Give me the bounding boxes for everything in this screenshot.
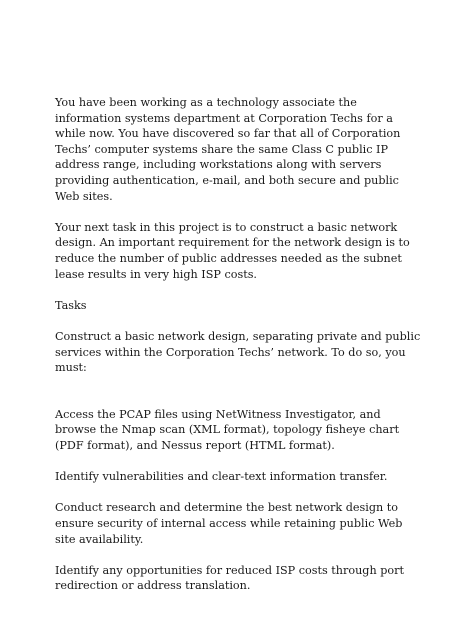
identify-vulnerabilities-paragraph	[55, 469, 405, 485]
text-line: reduce the number of public addresses needed as the subnet	[55, 251, 402, 265]
text-line: providing authentication, e-mail, and both secure and public	[55, 173, 399, 187]
text-line: You have been working as a technology associate the	[55, 96, 357, 109]
text-line: Conduct research and determine the best network design to	[55, 501, 398, 515]
text-line: (PDF format), and Nessus report (HTML format).	[55, 439, 335, 453]
intro-paragraph	[55, 95, 405, 204]
text-line: lease results in very high ISP costs.	[55, 267, 257, 281]
tasks-heading	[55, 298, 405, 314]
construct-paragraph	[55, 329, 421, 376]
text-line: Identify any opportunities for reduced ISP costs through port	[55, 563, 404, 577]
text-line: Access the PCAP files using NetWitness Investigator, and	[55, 407, 381, 421]
text-line: Identify vulnerabilities and clear-text information transfer.	[55, 470, 388, 484]
isp-costs-paragraph	[55, 563, 405, 594]
text-line: must:	[55, 361, 87, 375]
text-line: design. An important requirement for the network design is to	[55, 236, 410, 250]
research-paragraph	[55, 500, 405, 547]
text-line: while now. You have discovered so far that all of Corporation	[55, 127, 401, 141]
heading-line: Tasks	[55, 298, 87, 312]
text-line: redirection or address translation.	[55, 579, 251, 593]
text-line: services within the Corporation Techs’ network. To do so, you	[55, 345, 406, 359]
text-line: Your next task in this project is to construct a basic network	[55, 220, 398, 234]
text-line: Construct a basic network design, separating private and public	[55, 329, 421, 343]
text-line: address range, including workstations along with servers	[55, 158, 382, 172]
text-line: information systems department at Corporation Techs for a	[55, 111, 393, 125]
text-line: site availability.	[55, 532, 144, 546]
text-line: Web sites.	[55, 189, 113, 203]
task-paragraph	[55, 220, 410, 282]
text-line: Techs’ computer systems share the same Class C public IP	[55, 142, 388, 156]
document-body	[55, 95, 421, 610]
access-paragraph	[55, 407, 405, 454]
text-line: browse the Nmap scan (XML format), topology fisheye chart	[55, 423, 400, 437]
text-line: ensure security of internal access while retaining public Web	[55, 517, 403, 531]
